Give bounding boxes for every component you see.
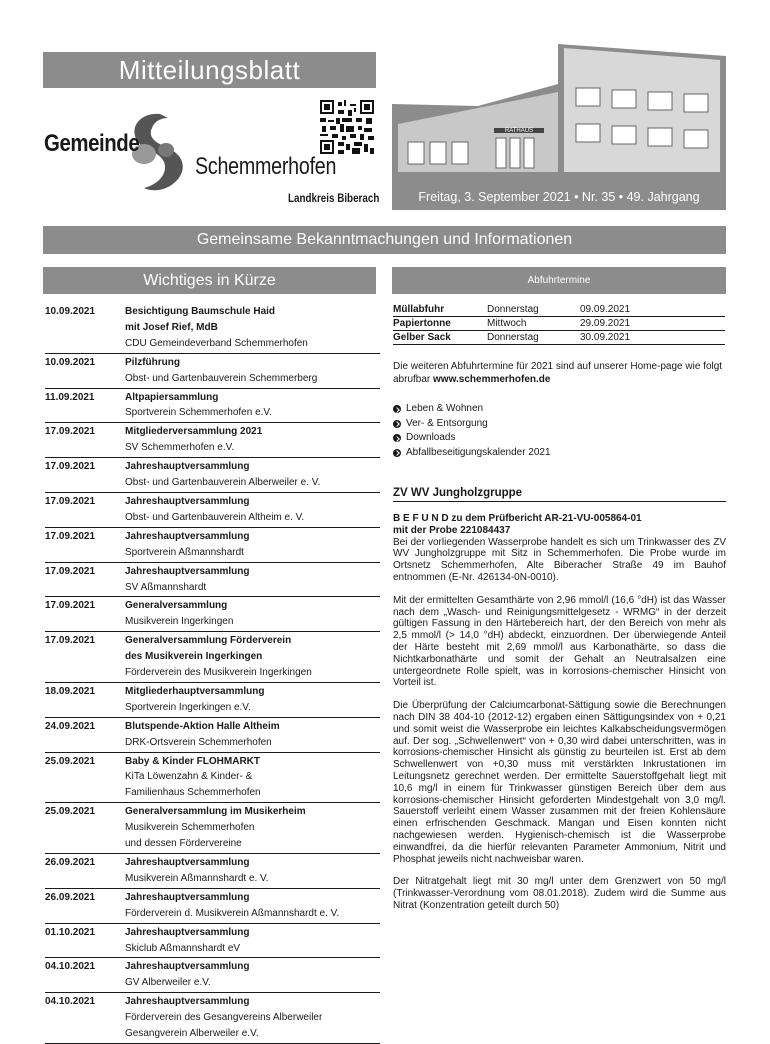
event-date: 26.09.2021: [45, 857, 96, 868]
town-hall-illustration: [392, 44, 726, 184]
event-date: 17.09.2021: [45, 461, 96, 473]
event-date: 17.09.2021: [45, 565, 96, 577]
section-title: Gemeinsame Bekanntmachungen und Informationen: [43, 226, 726, 254]
event-organizer: Skiclub Aßmannshardt eV: [125, 942, 241, 954]
building-sign: RATHAUS: [504, 128, 534, 134]
pickup-type: Müllabfuhr: [393, 304, 445, 315]
link-item[interactable]: Downloads: [393, 431, 725, 446]
event-row: [45, 528, 380, 563]
event-date: 25.09.2021: [45, 806, 96, 818]
right-column-heading: Abfuhrtermine: [392, 267, 726, 294]
event-organizer: Obst- und Gartenbauverein Alberweiler e. V.: [125, 477, 321, 489]
paragraph: Der Nitratgehalt liegt mit 30 mg/l unter dem Grenzwert von 50 mg/l (Trinkwasser-Verordnung vom 08.01.2018). Zudem wird die Summe aus Nitrat (Konzentration geteilt durch 50): [393, 876, 726, 911]
event-organizer: SV Schemmerhofen e.V.: [125, 442, 235, 454]
pickup-day: Donnerstag: [487, 304, 539, 315]
event-organizer: Gesangverein Alberweiler e.V.: [125, 1028, 259, 1040]
arrow-bullet-icon: [393, 449, 401, 457]
event-organizer: Obst- und Gartenbauverein Altheim e. V.: [125, 511, 305, 523]
event-date: 17.09.2021: [45, 600, 96, 612]
paragraph: Mit der ermittelten Gesamthärte von 2,96 mmol/l (16,6 °dH) ist das Wasser nach dem „Wasch- und Reinigungsmittelgesetz - WRMG“ in der derzeit gültigen Fassung in den Härtebereich hart, der den Bereich von mehr als 2,5 mmol/l (> 14,0 °dH) abdeckt, einzuordnen. Der überwiegende Anteil der Härte besteht mit 2,69 mmol/l aus Karbonathärte, so dass die Nichtkarbonathärte und somit der Gehalt an Neutralsalzen eine untergeordnete Rolle spielt, was in korrosions-chemischer Hinsicht von Vorteil ist.: [393, 594, 726, 689]
more-pickups-label: Die weiteren Abfuhrtermine für 2021 sind auf unserer Home-page wie folgt abrufbar: [393, 361, 723, 385]
event-row: [45, 958, 380, 993]
event-date: 24.09.2021: [45, 720, 96, 732]
event-title: Baby & Kinder FLOHMARKT: [125, 755, 260, 767]
event-title: Jahreshauptversammlung: [125, 530, 250, 542]
event-title: Jahreshauptversammlung: [125, 996, 250, 1008]
event-organizer: Förderverein d. Musikverein Aßmannshardt e. V.: [125, 907, 340, 919]
paragraph: Die Überprüfung der Calciumcarbonat-Sättigung sowie die Berechnungen nach DIN 38 404-10 (2012-12) ergaben einen Sättigungsindex von + 0,21 und somit weist die Wasserprobe ein leichtes Kalkabscheidungsvermögen auf. Der sog. „Schwellenwert“ von + 0,30 wird dabei unterschritten, was in korrosions-chemischer Hinsicht als günstig zu beurteilen ist. Erst ab dem Schwellenwert von +0,30 muss mit verstärkten Inkrustationen im Leitungsnetz gerechnet werden. Der ermittelte Sauerstoffgehalt liegt mit 10,6 mg/l in einem für Trinkwasser günstigen Bereich über dem aus korrosions-chemischer Hinsicht geforderten Mindestgehalt von 3,0 mg/l. Sauerstoff verleiht einem Wasser zusammen mit der freien Kohlensäure einen erfrischenden Geschmack. Mangan und Eisen konnten nicht nachgewiesen werden. Hygienisch-chemisch ist die Wasserprobe einwandfrei, da die hierfür relevanten Parameter Ammonium, Nitrit und Phosphat jeweils nicht nachweisbar waren.: [393, 700, 726, 865]
event-row: [45, 303, 380, 354]
event-row: [45, 803, 380, 854]
event-title: Jahreshauptversammlung: [125, 565, 250, 577]
event-title: Blutspende-Aktion Halle Altheim: [125, 720, 280, 732]
event-title: Generalversammlung: [125, 600, 228, 612]
arrow-bullet-icon: [393, 434, 401, 442]
event-organizer: Förderverein des Gesangvereins Alberweiler: [125, 1012, 323, 1024]
event-row: [45, 632, 380, 683]
link-list: [393, 402, 725, 460]
event-date: 17.09.2021: [45, 635, 96, 647]
pickup-type: Gelber Sack: [393, 332, 451, 343]
pickup-day: Mittwoch: [487, 318, 527, 329]
event-organizer: Sportverein Schemmerhofen e.V.: [125, 407, 272, 419]
pickup-row: [393, 331, 725, 344]
pickup-date: 09.09.2021: [580, 304, 631, 315]
pickup-row: [393, 303, 725, 316]
event-title: Mitgliederhauptversammlung: [125, 685, 265, 697]
event-row: [45, 354, 380, 389]
event-date: 10.09.2021: [45, 356, 96, 368]
event-date: 17.09.2021: [45, 426, 96, 438]
article-body: [393, 513, 726, 923]
event-row: [45, 563, 380, 598]
event-date: 26.09.2021: [45, 891, 96, 903]
event-date: 17.09.2021: [45, 495, 96, 507]
logo-landkreis: Landkreis Biberach: [288, 191, 380, 205]
link-item[interactable]: Leben & Wohnen: [393, 402, 725, 417]
event-organizer: GV Alberweiler e.V.: [125, 977, 211, 989]
event-organizer: und dessen Fördervereine: [125, 838, 242, 850]
arrow-bullet-icon: [393, 405, 401, 413]
event-title-continued: mit Josef Rief, MdB: [125, 321, 218, 333]
event-organizer: Sportverein Aßmannshardt: [125, 546, 244, 558]
event-organizer: DRK-Ortsverein Schemmerhofen: [125, 736, 272, 748]
event-organizer: SV Aßmannshardt: [125, 581, 207, 593]
website-link[interactable]: www.schemmerhofen.de: [433, 374, 551, 385]
event-organizer: Familienhaus Schemmerhofen: [125, 787, 261, 799]
event-title: Generalversammlung Förderverein: [125, 635, 292, 647]
event-title: Jahreshauptversammlung: [125, 495, 250, 507]
link-item[interactable]: Abfallbeseitigungskalender 2021: [393, 446, 725, 461]
event-title: Jahreshauptversammlung: [125, 891, 250, 903]
event-date: 17.09.2021: [45, 530, 96, 542]
pickup-type: Papiertonne: [393, 318, 451, 329]
pickup-date: 29.09.2021: [580, 318, 631, 329]
event-title: Jahreshauptversammlung: [125, 461, 250, 473]
event-row: [45, 389, 380, 424]
event-title: Mitgliederversammlung 2021: [125, 426, 263, 438]
event-title-continued: des Musikverein Ingerkingen: [125, 651, 263, 663]
event-row: [45, 889, 380, 924]
event-organizer: Obst- und Gartenbauverein Schemmerberg: [125, 372, 318, 384]
event-title: Generalversammlung im Musikerheim: [125, 806, 306, 818]
event-title: Jahreshauptversammlung: [125, 926, 250, 938]
more-pickups-text: [393, 360, 725, 386]
event-organizer: KiTa Löwenzahn & Kinder- &: [125, 771, 253, 783]
pickup-date: 30.09.2021: [580, 332, 631, 343]
event-date: 04.10.2021: [45, 996, 96, 1008]
event-organizer: Musikverein Aßmannshardt e. V.: [125, 872, 269, 884]
event-date: 10.09.2021: [45, 306, 96, 317]
pickup-day: Donnerstag: [487, 332, 539, 343]
event-row: [45, 493, 380, 528]
event-title: Jahreshauptversammlung: [125, 857, 250, 868]
event-title: Besichtigung Baumschule Haid: [125, 306, 276, 317]
pickup-table: [393, 303, 725, 345]
left-column-heading: Wichtiges in Kürze: [43, 267, 376, 294]
event-row: [45, 423, 380, 458]
event-date: 04.10.2021: [45, 961, 96, 973]
arrow-bullet-icon: [393, 420, 401, 428]
event-row: [45, 993, 380, 1044]
event-row: [45, 924, 380, 959]
event-title: Altpapiersammlung: [125, 391, 219, 403]
logo-schemmerhofen: Schemmerhofen: [195, 153, 337, 180]
event-date: 11.09.2021: [45, 391, 95, 403]
report-title: B E F U N D zu dem Prüfbericht AR-21-VU-005864-01: [393, 513, 642, 524]
event-row: [45, 458, 380, 493]
event-organizer: CDU Gemeindeverband Schemmerhofen: [125, 337, 308, 349]
link-item[interactable]: Ver- & Entsorgung: [393, 417, 725, 432]
event-row: [45, 597, 380, 632]
event-organizer: Musikverein Schemmerhofen: [125, 822, 255, 834]
event-row: [45, 718, 380, 753]
pickup-row: [393, 317, 725, 330]
event-title: Jahreshauptversammlung: [125, 961, 250, 973]
event-title: Pilzführung: [125, 356, 180, 368]
event-date: 18.09.2021: [45, 685, 96, 697]
qr-code-icon: [320, 100, 374, 154]
issue-info: Freitag, 3. September 2021 • Nr. 35 • 49. Jahrgang: [392, 183, 726, 210]
event-organizer: Förderverein des Musikverein Ingerkingen: [125, 667, 312, 679]
event-row: [45, 854, 380, 889]
events-list: [45, 303, 380, 1044]
logo-gemeinde: Gemeinde: [44, 130, 140, 157]
report-sample: mit der Probe 221084437: [393, 524, 511, 536]
masthead-title: Mitteilungsblatt: [43, 52, 376, 88]
article-heading: ZV WV Jungholzgruppe: [393, 487, 726, 502]
event-row: [45, 683, 380, 718]
event-date: 25.09.2021: [45, 755, 96, 767]
event-date: 01.10.2021: [45, 926, 96, 938]
event-organizer: Sportverein Ingerkingen e.V.: [125, 701, 251, 713]
event-organizer: Musikverein Ingerkingen: [125, 616, 234, 628]
event-row: [45, 753, 380, 804]
paragraph: Bei der vorliegenden Wasserprobe handelt es sich um Trinkwasser des ZV WV Jungholzgruppe mit Sitz in Schemmerhofen. Die Probe wurde im Ortsnetz Schemmerhofen, Alte Biberacher Straße 49 im Bauhof entnommen (E-Nr. 426134-0N-0010).: [393, 536, 726, 583]
